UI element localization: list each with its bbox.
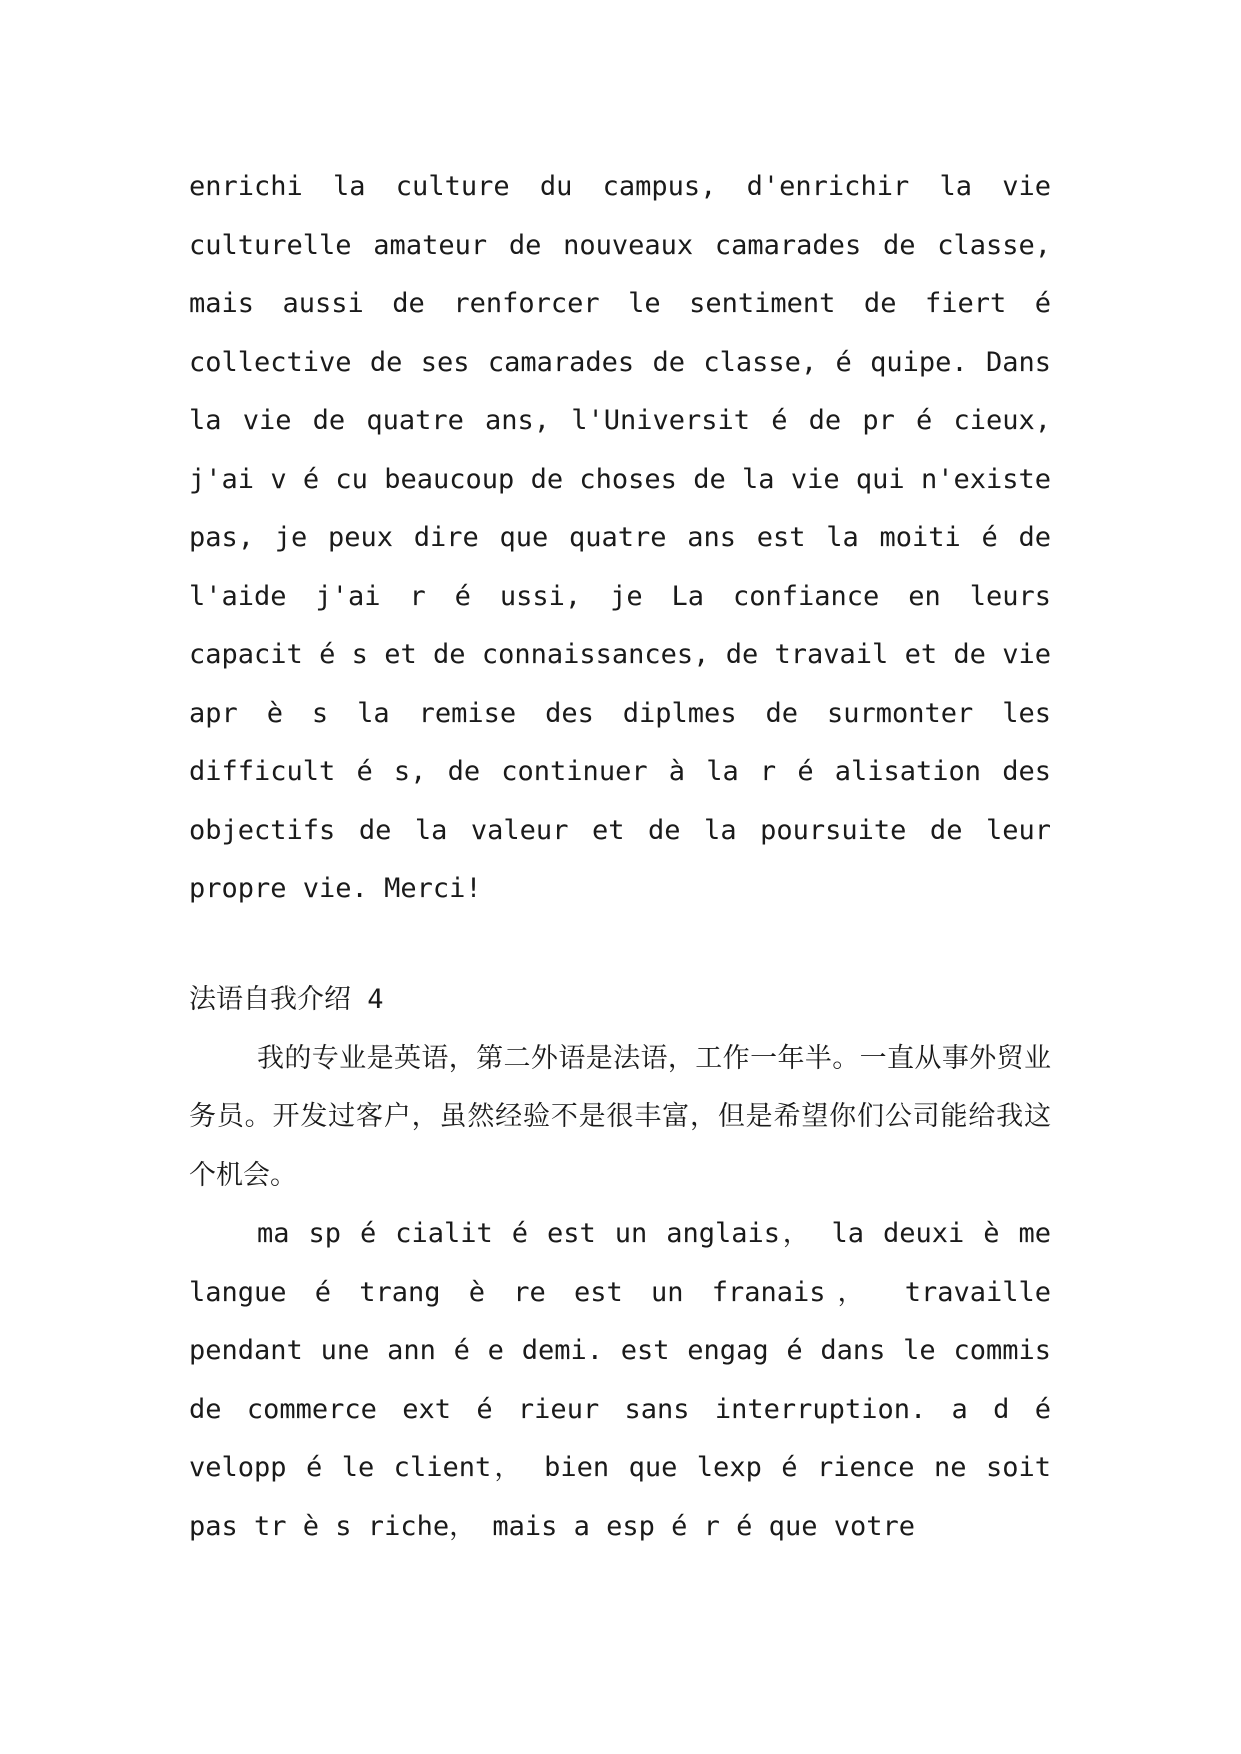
section-heading: 法语自我介绍 4 bbox=[189, 984, 384, 1015]
french-paragraph-continued: enrichi la culture du campus, d'enrichir la vie culturelle amateur de nouveaux camarades de classe, mais aussi de renforcer le sentiment de fiert é collective de ses camarades de classe, é quipe. Dans la vie de quatre ans, l'Universit é de pr é cieux, j'ai v é cu beaucoup de choses de la vie qui n'existe pas, je peux dire que quatre ans est la moiti é de l'aide j'ai r é ussi, je La confiance en leurs capacit é s et de connaissances, de travail et de vie apr è s la remise des diplmes de surmonter les difficult é s, de continuer à la r é alisation des objectifs de la valeur et de la poursuite de leur propre vie. Merci! bbox=[189, 171, 1051, 904]
french-paragraph: ma sp é cialit é est un anglais， la deuxi è me langue é trang è re est un franais， travaille pendant une ann é e demi. est engag é dans le commis de commerce ext é rieur sans interruption. a d é velopp é le client， bien que lexp é rience ne soit pas tr è s riche， mais a esp é r é que votre bbox=[189, 1218, 1051, 1542]
chinese-paragraph: 我的专业是英语，第二外语是法语，工作一年半。一直从事外贸业务员。开发过客户，虽然经验不是很丰富，但是希望你们公司能给我这个机会。 bbox=[189, 1042, 1051, 1191]
continued-text-block bbox=[189, 158, 1051, 919]
section-block bbox=[189, 971, 1051, 1556]
